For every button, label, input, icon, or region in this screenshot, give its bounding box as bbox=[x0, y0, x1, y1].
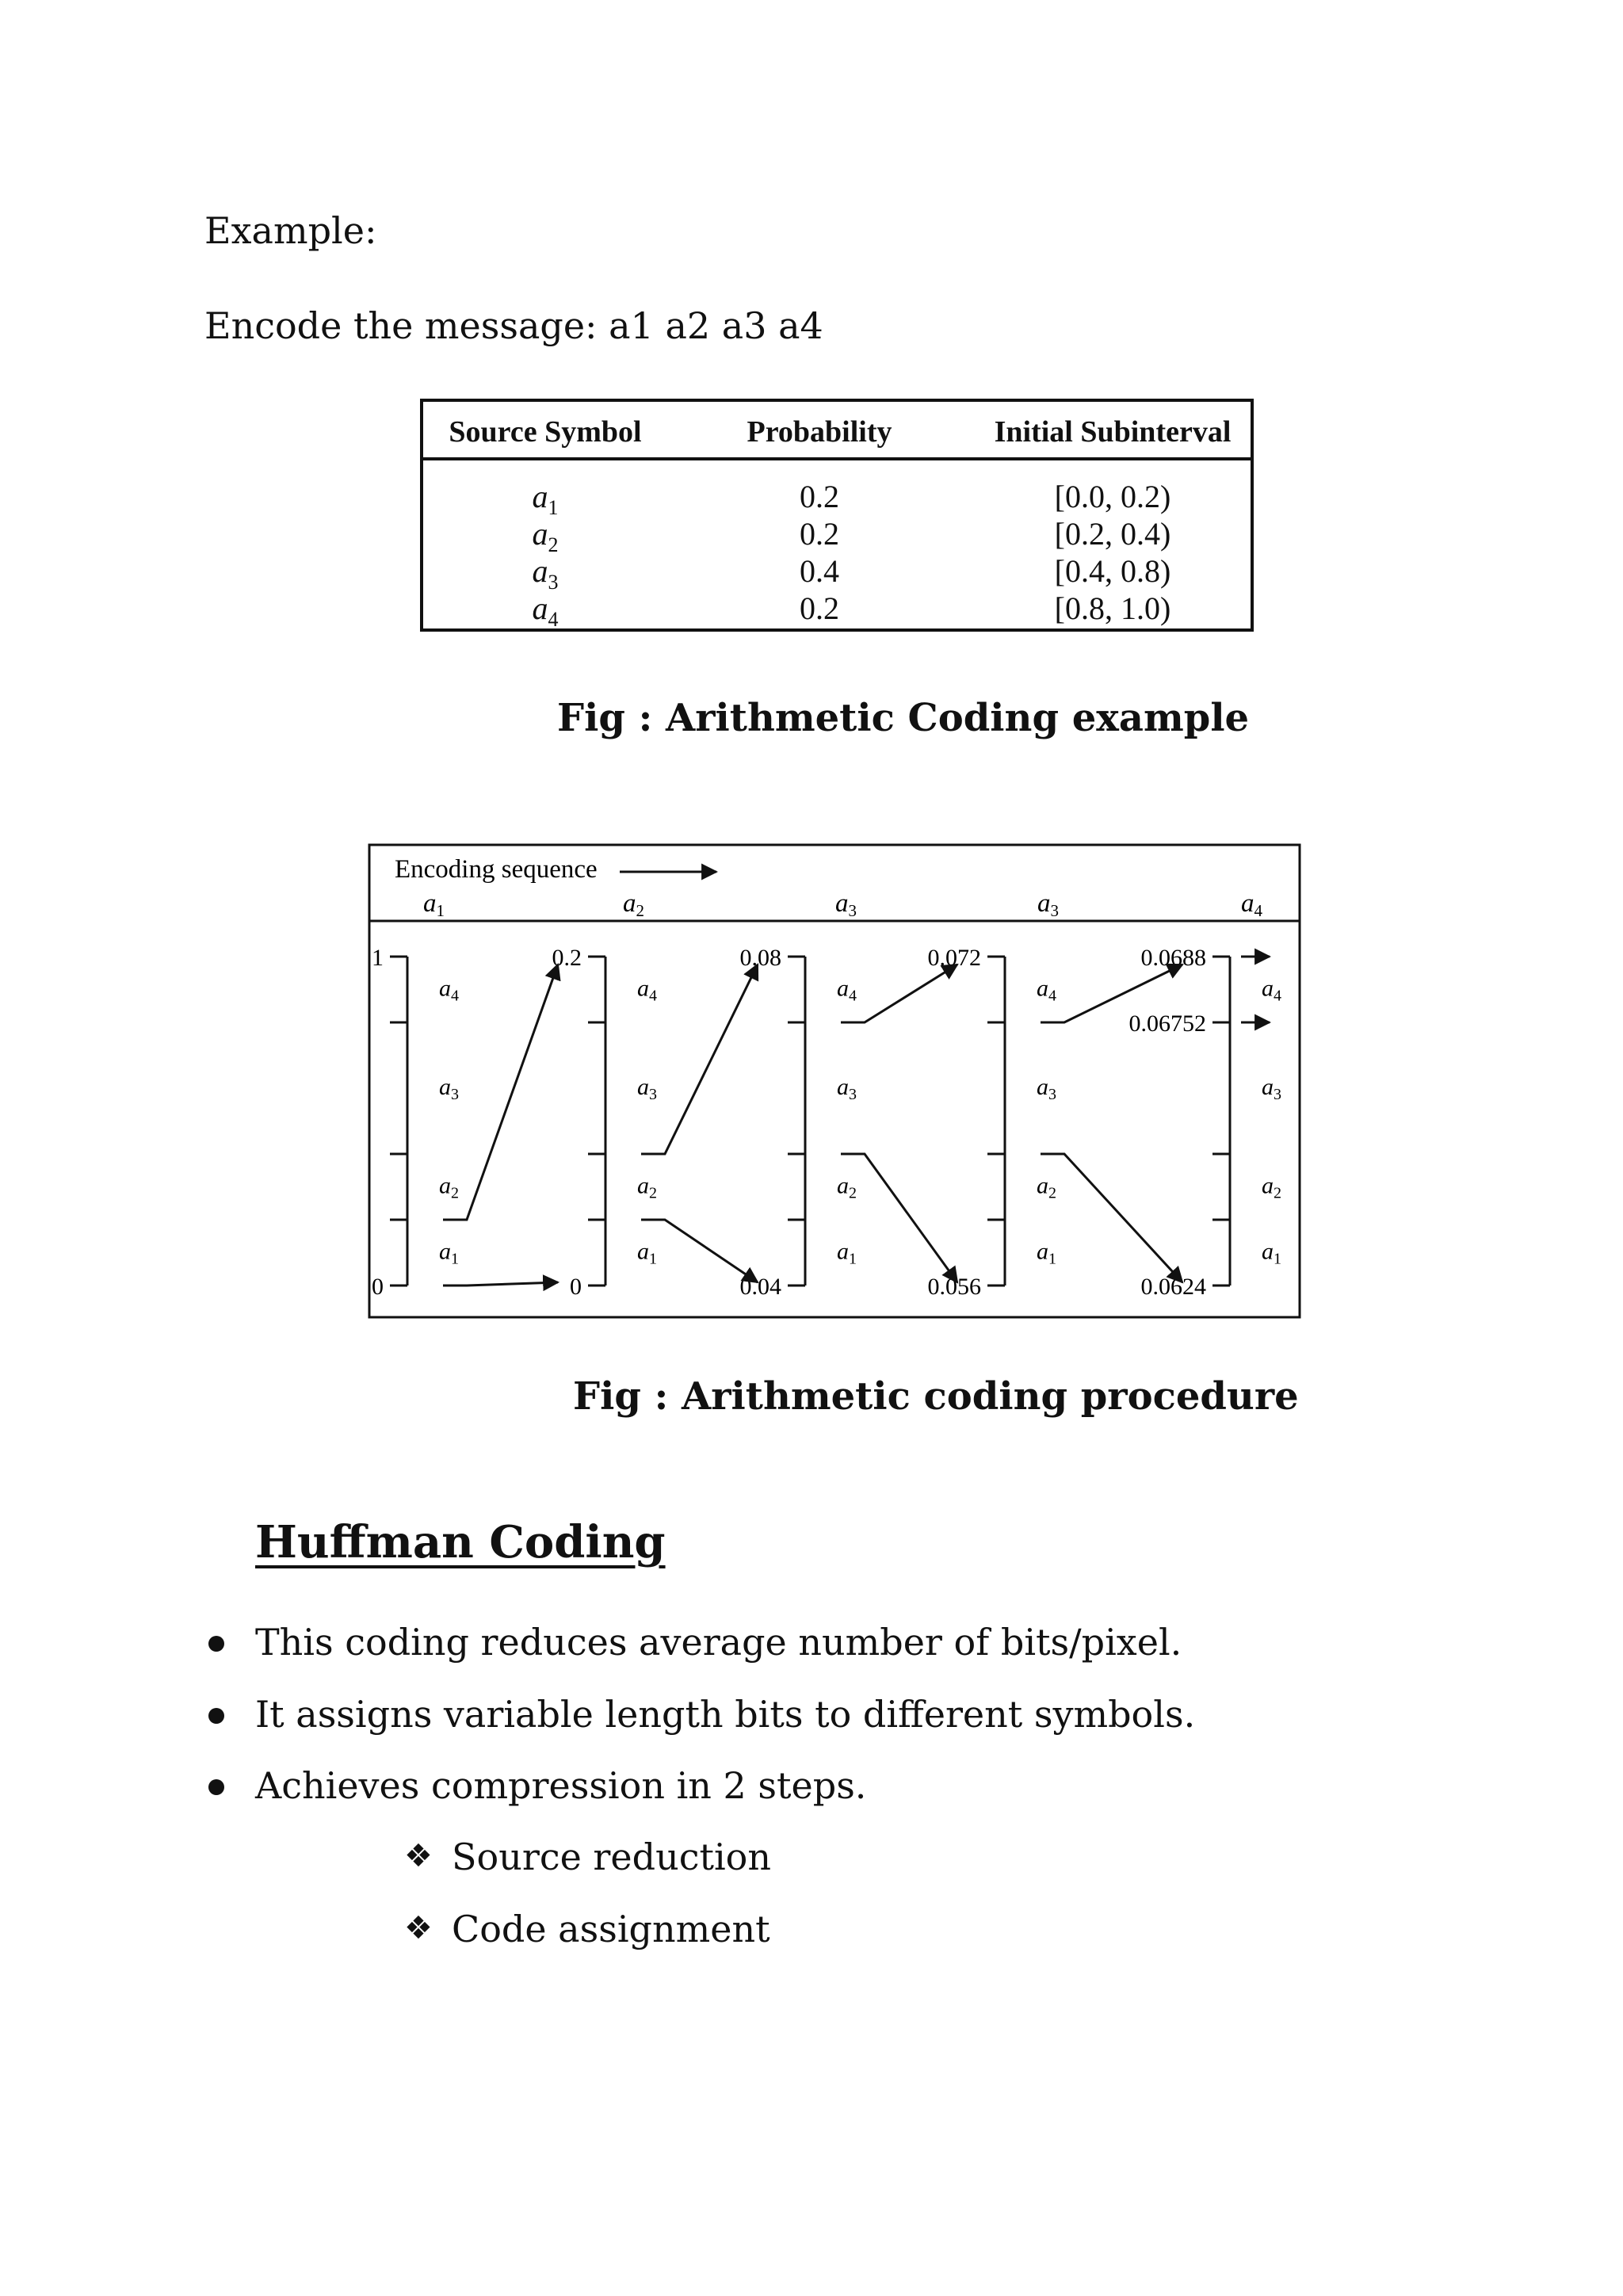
table-header bbox=[423, 402, 1251, 460]
header-source-symbol: Source Symbol bbox=[449, 415, 642, 449]
region-label: $a_4$ bbox=[1262, 975, 1281, 1005]
region-label: $a_3$ bbox=[837, 1074, 857, 1103]
encode-message-line: Encode the message: a1 a2 a3 a4 bbox=[204, 304, 823, 347]
diagram-border bbox=[369, 845, 1300, 1317]
region-label: $a_3$ bbox=[1037, 1074, 1056, 1103]
encoding-sequence-label: Encoding sequence bbox=[395, 855, 598, 884]
huffman-heading: Huffman Coding bbox=[255, 1516, 666, 1568]
arithmetic-coding-diagram bbox=[368, 843, 1301, 1319]
region-label: $a_2$ bbox=[439, 1172, 459, 1202]
caption-arithmetic-procedure: Fig : Arithmetic coding procedure bbox=[573, 1374, 1299, 1419]
four-diamond-icon: ❖ bbox=[404, 1910, 433, 1946]
region-label: $a_1$ bbox=[837, 1238, 857, 1268]
interval-top-value: 1 bbox=[372, 945, 384, 971]
symbol-cell: $a_4$ bbox=[532, 590, 559, 631]
sequence-symbol: a3 bbox=[835, 889, 857, 920]
region-label: $a_1$ bbox=[1037, 1238, 1056, 1268]
region-label: $a_2$ bbox=[1037, 1172, 1056, 1202]
interval-bottom-value: 0.04 bbox=[739, 1274, 781, 1300]
probability-cell: 0.2 bbox=[800, 590, 839, 626]
zoom-arrow bbox=[443, 1282, 558, 1286]
region-label: $a_1$ bbox=[1262, 1238, 1281, 1268]
four-diamond-icon: ❖ bbox=[404, 1838, 433, 1874]
probability-cell: 0.2 bbox=[800, 516, 839, 552]
zoom-arrow bbox=[641, 965, 758, 1154]
interval-cell: [0.2, 0.4) bbox=[1054, 516, 1171, 552]
zoom-arrow bbox=[443, 965, 558, 1220]
probability-cell: 0.4 bbox=[800, 553, 839, 589]
interval-bottom-value: 0.0624 bbox=[1140, 1274, 1206, 1300]
interval-bottom-value: 0 bbox=[372, 1274, 384, 1300]
region-label: $a_3$ bbox=[1262, 1074, 1281, 1103]
sub-bullet-text: Code assignment bbox=[452, 1908, 770, 1950]
symbol-cell: $a_3$ bbox=[532, 553, 559, 594]
interval-bottom-value: 0 bbox=[570, 1274, 582, 1300]
interval-top-value: 0.2 bbox=[552, 945, 582, 971]
symbol-cell: $a_1$ bbox=[532, 479, 559, 519]
header-initial-subinterval: Initial Subinterval bbox=[994, 415, 1232, 449]
region-label: $a_3$ bbox=[439, 1074, 459, 1103]
bullet-text: This coding reduces average number of bits/pixel. bbox=[255, 1621, 1182, 1664]
region-label: $a_4$ bbox=[637, 975, 657, 1005]
region-label: $a_1$ bbox=[637, 1238, 657, 1268]
caption-arithmetic-example: Fig : Arithmetic Coding example bbox=[557, 696, 1250, 740]
bullet-text: It assigns variable length bits to different symbols. bbox=[255, 1693, 1196, 1736]
bullet-text: Achieves compression in 2 steps. bbox=[255, 1764, 867, 1807]
region-label: $a_3$ bbox=[637, 1074, 657, 1103]
probability-cell: 0.2 bbox=[800, 479, 839, 514]
zoom-arrow bbox=[841, 1154, 957, 1282]
sub-bullet-text: Source reduction bbox=[452, 1836, 771, 1878]
header-probability: Probability bbox=[747, 415, 892, 449]
bullet-icon bbox=[208, 1708, 224, 1724]
interval-cell: [0.8, 1.0) bbox=[1054, 590, 1171, 626]
sequence-symbol: a3 bbox=[1037, 889, 1059, 920]
sequence-symbol: a4 bbox=[1241, 889, 1262, 920]
final-value: 0.06752 bbox=[1128, 1010, 1206, 1037]
interval-cell: [0.0, 0.2) bbox=[1054, 479, 1171, 514]
region-label: $a_2$ bbox=[837, 1172, 857, 1202]
region-label: $a_1$ bbox=[439, 1238, 459, 1268]
region-label: $a_2$ bbox=[637, 1172, 657, 1202]
interval-top-value: 0.08 bbox=[739, 945, 781, 971]
region-label: $a_4$ bbox=[439, 975, 459, 1005]
interval-bottom-value: 0.056 bbox=[927, 1274, 981, 1300]
interval-top-value: 0.072 bbox=[927, 945, 981, 971]
region-label: $a_4$ bbox=[1037, 975, 1056, 1005]
symbol-cell: $a_2$ bbox=[532, 516, 559, 556]
example-label: Example: bbox=[204, 209, 377, 252]
interval-top-value: 0.0688 bbox=[1140, 945, 1206, 971]
bullet-icon bbox=[208, 1779, 224, 1795]
region-label: $a_4$ bbox=[837, 975, 857, 1005]
zoom-arrow bbox=[841, 965, 957, 1022]
probability-table bbox=[420, 399, 1254, 632]
bullet-icon bbox=[208, 1636, 224, 1652]
region-label: $a_2$ bbox=[1262, 1172, 1281, 1202]
sequence-symbol: a2 bbox=[623, 889, 644, 920]
sequence-symbol: a1 bbox=[423, 889, 445, 920]
zoom-arrow bbox=[1041, 1154, 1182, 1282]
interval-cell: [0.4, 0.8) bbox=[1054, 553, 1171, 589]
